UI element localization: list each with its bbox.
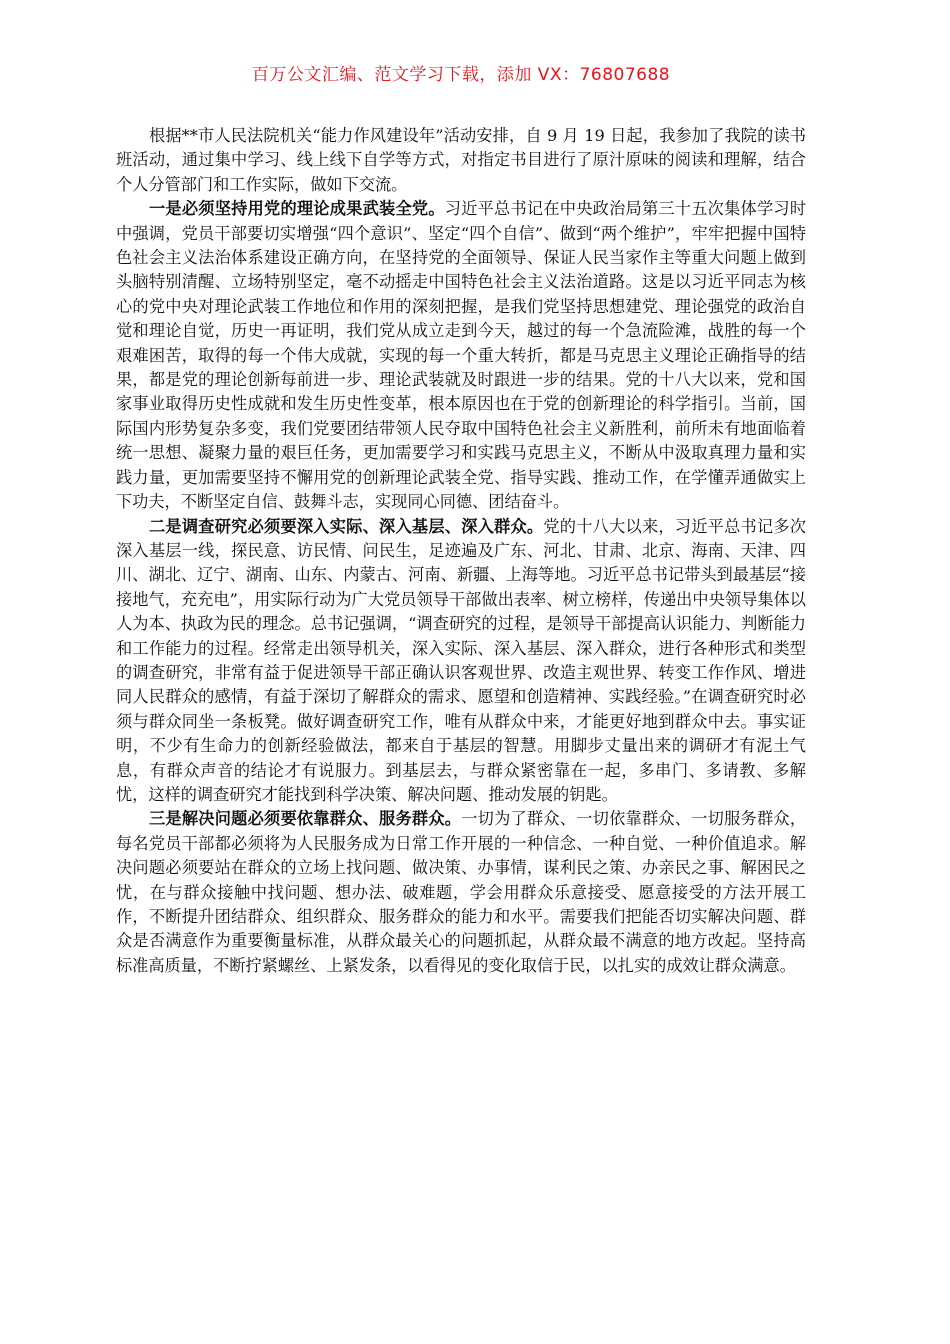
- section-paragraph-1: [116, 197, 806, 514]
- section-paragraph-3: [116, 807, 806, 978]
- section-heading-2: 二是调查研究必须要深入实际、深入基层、深入群众。: [149, 516, 544, 536]
- section-heading-3: 三是解决问题必须要依靠群众、服务群众。: [149, 809, 462, 829]
- section-text-3: 一切为了群众、一切依靠群众、一切服务群众，每名党员干部都必须将为人民服务成为日常工作开展的一种信念、一种自觉、一种价值追求。解决问题必须要站在群众的立场上找问题、做决策、办事情，谋利民之策、办亲民之事、解困民之忧，在与群众接触中找问题、想办法、破难题，学会用群众乐意接受、愿意接受的方法开展工作，不断提升团结群众、组织群众、服务群众的能力和水平。需要我们把能否切实解决问题、群众是否满意作为重要衡量标准，从群众最关心的问题抓起，从群众最不满意的地方改起。坚持高标准高质量，不断拧紧螺丝、上紧发条，以看得见的变化取信于民，以扎实的成效让群众满意。: [116, 809, 807, 975]
- section-heading-1: 一是必须坚持用党的理论成果武装全党。: [149, 199, 445, 219]
- section-text-1: 习近平总书记在中央政治局第三十五次集体学习时中强调，党员干部要切实增强“四个意识”、坚定“四个自信”、做到“两个维护”，牢牢把握中国特色社会主义法治体系建设正确方向，在坚持党的全面领导、保证人民当家作主等重大问题上做到头脑特别清醒、立场特别坚定，毫不动摇走中国特色社会主义法治道路。这是以习近平同志为核心的党中央对理论武装工作地位和作用的深刻把握，是我们党坚持思想建党、理论强党的政治自觉和理论自觉，历史一再证明，我们党从成立走到今天，越过的每一个急流险滩，战胜的每一个艰难困苦，取得的每一个伟大成就，实现的每一个重大转折，都是马克思主义理论正确指导的结果，都是党的理论创新每前进一步、理论武装就及时跟进一步的结果。党的十八大以来，党和国家事业取得历史性成就和发生历史性变革，根本原因也在于党的创新理论的科学指引。当前，国际国内形势复杂多变，我们党要团结带领人民夺取中国特色社会主义新胜利，前所未有地面临着统一思想、凝聚力量的艰巨任务，更加需要学习和实践马克思主义，不断从中汲取真理力量和实践力量，更加需要坚持不懈用党的创新理论武装全党、指导实践、推动工作，在学懂弄通做实上下功夫，不断坚定自信、鼓舞斗志，实现同心同德、团结奋斗。: [116, 199, 807, 512]
- download-banner: 百万公文汇编、范文学习下载，添加 VX：76807688: [251, 65, 671, 85]
- section-paragraph-2: [116, 515, 806, 808]
- intro-paragraph: 根据**市人民法院机关“能力作风建设年”活动安排，自 9 月 19 日起，我参加了我院的读书班活动，通过集中学习、线上线下自学等方式，对指定书目进行了原汁原味的阅读和理解，结合个人分管部门和工作实际，做如下交流。: [116, 126, 806, 194]
- document-page: [116, 62, 806, 978]
- section-text-2: 党的十八大以来，习近平总书记多次深入基层一线，探民意、访民情、问民生，足迹遍及广东、河北、甘肃、北京、海南、天津、四川、湖北、辽宁、湖南、山东、内蒙古、河南、新疆、上海等地。习近平总书记带头到最基层“接接地气，充充电”，用实际行动为广大党员领导干部做出表率、树立榜样，传递出中央领导集体以人为本、执政为民的理念。总书记强调，“调查研究的过程，是领导干部提高认识能力、判断能力和工作能力的过程。经常走出领导机关，深入实际、深入基层、深入群众，进行各种形式和类型的调查研究，非常有益于促进领导干部正确认识客观世界、改造主观世界、转变工作作风、增进同人民群众的感情，有益于深切了解群众的需求、愿望和创造精神、实践经验。”在调查研究时必须与群众同坐一条板凳。做好调查研究工作，唯有从群众中来，才能更好地到群众中去。事实证明，不少有生命力的创新经验做法，都来自于基层的智慧。用脚步丈量出来的调研才有泥土气息，有群众声音的结论才有说服力。到基层去，与群众紧密靠在一起，多串门、多请教、多解忧，这样的调查研究才能找到科学决策、解决问题、推动发展的钥匙。: [116, 516, 807, 804]
